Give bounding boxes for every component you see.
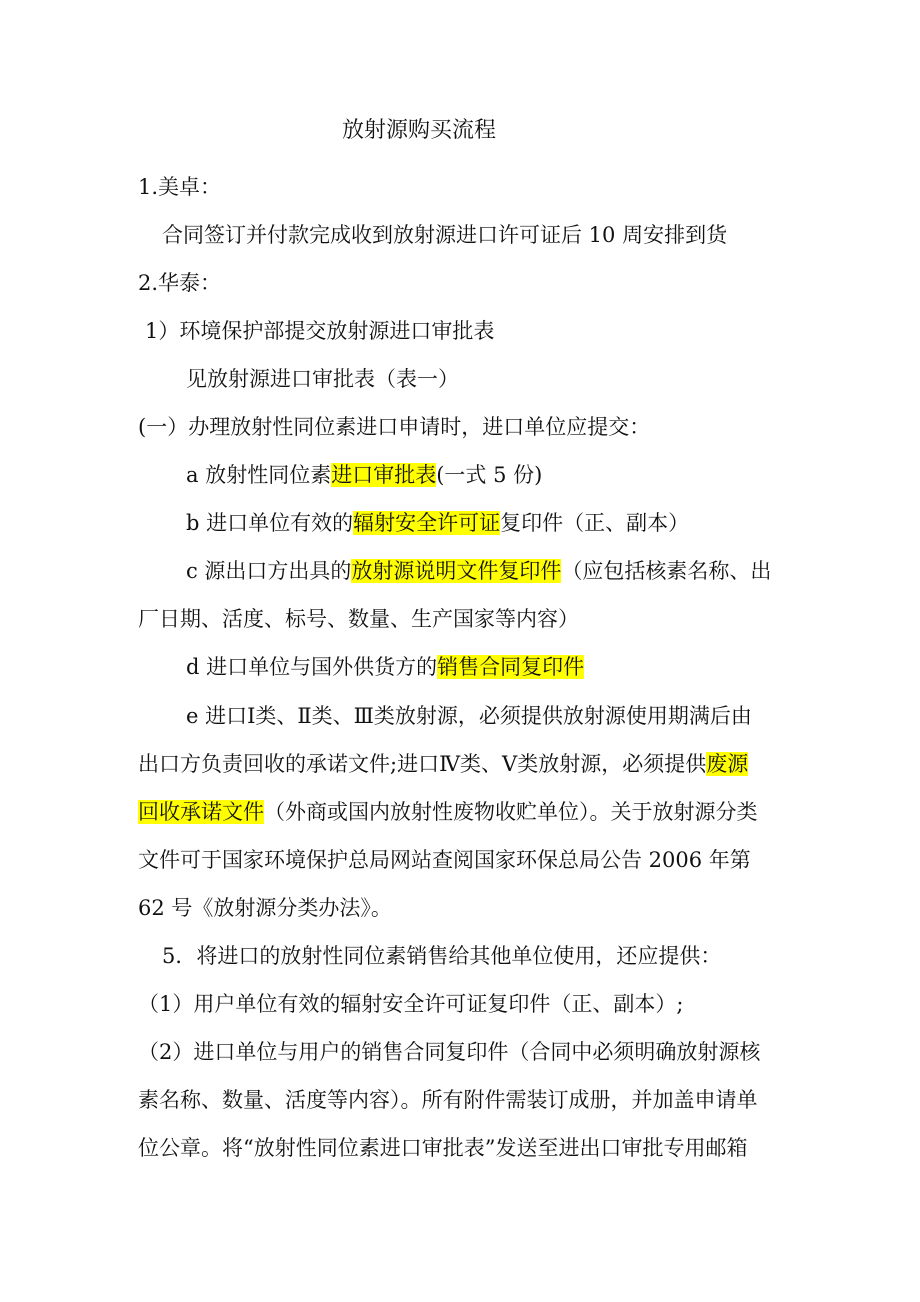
item-c-highlight: 放射源说明文件复印件 — [351, 559, 562, 583]
item-d — [186, 652, 584, 682]
item-b-highlight: 辐射安全许可证 — [353, 511, 501, 535]
section-2-heading: 2.华泰： — [138, 271, 222, 295]
item-c-text: c 源出口方出具的 — [186, 559, 352, 583]
section-2-step-1: 1）环境保护部提交放射源进口审批表 — [145, 319, 495, 343]
item-c-line-2: 厂日期、活度、标号、数量、生产国家等内容） — [138, 607, 579, 631]
item-d-text: d 进口单位与国外供货方的 — [186, 655, 438, 679]
sale-heading: 5．将进口的放射性同位素销售给其他单位使用，还应提供： — [162, 944, 722, 968]
sale-item-1: （1）用户单位有效的辐射安全许可证复印件（正、副本）; — [138, 992, 684, 1016]
item-e-line-5: 62 号《放射源分类办法》。 — [138, 896, 392, 920]
application-heading: (一）办理放射性同位素进口申请时，进口单位应提交： — [138, 415, 651, 439]
item-e-line-2-text: 出口方负责回收的承诺文件;进口Ⅳ类、Ⅴ类放射源，必须提供 — [138, 752, 707, 776]
item-e-line-4: 文件可于国家环境保护总局网站查阅国家环保总局公告 2006 年第 — [138, 848, 751, 872]
item-e-line-3 — [138, 797, 758, 827]
item-d-highlight: 销售合同复印件 — [437, 655, 585, 679]
sale-item-2-line-1: （2）进口单位与用户的销售合同复印件（合同中必须明确放射源核 — [138, 1040, 761, 1064]
section-1-body: 合同签订并付款完成收到放射源进口许可证后 10 周安排到货 — [162, 223, 728, 247]
sale-item-2-line-2: 素名称、数量、活度等内容）。所有附件需装订成册，并加盖申请单 — [138, 1088, 758, 1112]
item-c-text-post: （应包括核素名称、出 — [561, 559, 772, 583]
item-e-line-3-text: （外商或国内放射性废物收贮单位）。关于放射源分类 — [264, 800, 758, 824]
section-1-heading: 1.美卓： — [138, 175, 222, 199]
section-2-step-1-note: 见放射源进口审批表（表一） — [186, 367, 459, 391]
item-c — [186, 556, 771, 586]
item-e-line-2 — [138, 749, 748, 779]
item-e-highlight-part-2: 回收承诺文件 — [138, 800, 264, 824]
item-b-text-post: 复印件（正、副本） — [500, 511, 690, 535]
item-a — [186, 460, 542, 490]
item-e-line-1: e 进口Ⅰ类、Ⅱ类、Ⅲ类放射源，必须提供放射源使用期满后由 — [186, 704, 752, 728]
sale-item-2-line-3: 位公章。将“放射性同位素进口审批表”发送至进出口审批专用邮箱 — [138, 1136, 748, 1160]
item-a-text-post: (一式 5 份) — [436, 463, 543, 487]
item-e-highlight-part-1: 废源 — [706, 752, 749, 776]
item-a-highlight: 进口审批表 — [331, 463, 437, 487]
item-a-text: a 放射性同位素 — [186, 463, 332, 487]
item-b — [186, 508, 689, 538]
item-b-text: b 进口单位有效的 — [186, 511, 354, 535]
document-title: 放射源购买流程 — [342, 118, 497, 143]
